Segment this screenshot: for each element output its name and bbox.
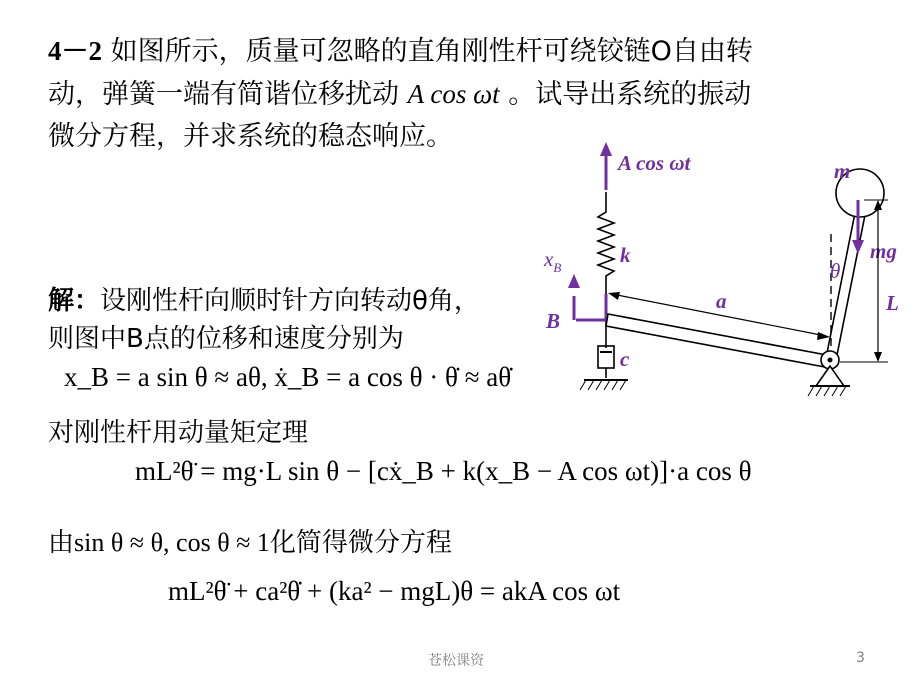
pivot-center — [828, 358, 833, 363]
equation-displacement-velocity: x_B = a sin θ ≈ aθ, ẋ_B = a cos θ · θ̇ ≈ aθ̇ — [64, 362, 512, 392]
damper-label-c: c — [620, 347, 630, 371]
mechanism-diagram — [540, 138, 910, 400]
mass-label-m: m — [834, 159, 851, 183]
excitation-label: A cos ωt — [618, 151, 691, 175]
solution-label: 解： — [48, 286, 101, 316]
displacement-arrow-head — [568, 274, 580, 288]
small-angle-approx: sin θ ≈ θ, cos θ ≈ 1 — [74, 528, 270, 557]
excitation-arrow-head — [600, 142, 612, 156]
dimension-l-arrow-bottom — [874, 352, 882, 362]
problem-number: 4－2 — [48, 36, 102, 66]
solution-line-3: 对刚性杆用动量矩定理 — [48, 418, 309, 448]
dimension-label-a: a — [716, 289, 727, 313]
dimension-label-l: L — [886, 291, 899, 315]
equation-motion: mL²θ̈ + ca²θ̇ + (ka² − mgL)θ = akA cos ωt — [168, 576, 621, 606]
problem-line-3: 微分方程，并求系统的稳态响应。 — [48, 121, 453, 152]
footer-watermark: 苍松课资 — [428, 653, 484, 669]
gravity-label-mg: mg — [870, 239, 897, 263]
dashpot-cylinder — [598, 346, 614, 368]
dimension-a-arrow-left — [608, 292, 620, 300]
spring — [598, 192, 614, 294]
solution-line-4: 由sin θ ≈ θ, cos θ ≈ 1化简得微分方程 — [48, 528, 452, 558]
rigid-rod-arm — [606, 314, 832, 368]
point-b-label: B — [546, 309, 561, 333]
ground-right-hatch — [808, 386, 846, 396]
angle-label-theta: θ — [830, 259, 841, 283]
solution-line-1: 解：设刚性杆向顺时针方向转动θ角， — [48, 286, 480, 316]
rigid-rod-vertical — [826, 208, 866, 360]
displacement-label: $x_B$ — [544, 247, 562, 275]
ground-left-hatch — [580, 380, 626, 390]
excitation-term: A cos ωt — [407, 79, 500, 109]
spring-label-k: k — [620, 243, 631, 267]
problem-line-1: 4－2 如图所示，质量可忽略的直角刚性杆可绕铰链O自由转 — [48, 36, 753, 67]
problem-line-2: 动，弹簧一端有简谐位移扰动 A cos ωt 。试导出系统的振动 — [48, 79, 752, 110]
solution-line-2: 则图中B点的位移和速度分别为 — [48, 324, 404, 354]
dimension-a-arrow-right — [817, 332, 830, 340]
pivot-support — [816, 366, 844, 386]
equation-angular-momentum: mL²θ̈ = mg·L sin θ − [cẋ_B + k(x_B − A cos ωt)]·a cos θ — [135, 456, 752, 486]
page-number: 3 — [856, 650, 865, 666]
